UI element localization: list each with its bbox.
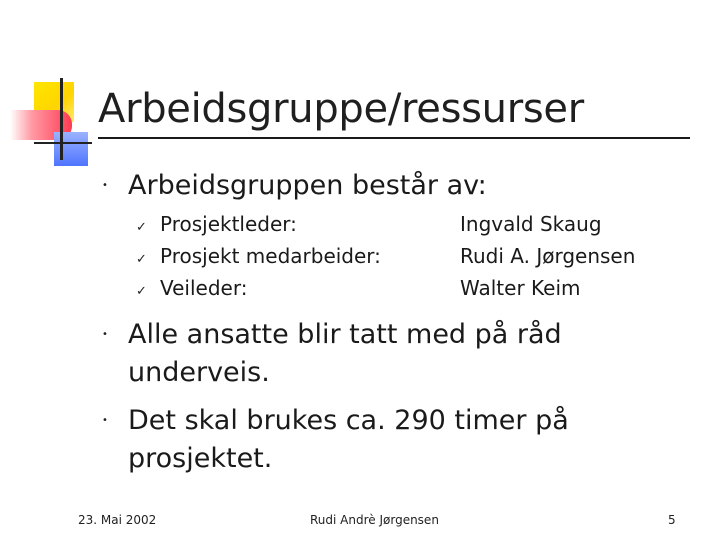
bullet-text-1: Arbeidsgruppen består av: xyxy=(128,170,487,201)
logo-horizontal-line xyxy=(34,142,92,144)
footer-date: 23. Mai 2002 xyxy=(78,513,157,527)
sub-item-value-1: Ingvald Skaug xyxy=(460,212,602,236)
sub-item-label-3: Veileder: xyxy=(160,276,248,300)
decorative-logo xyxy=(0,70,110,170)
bullet-text-2: Alle ansatte blir tatt med på råd underveis. xyxy=(128,319,562,388)
check-icon: ✓ xyxy=(136,284,147,299)
sub-item-label-2: Prosjekt medarbeider: xyxy=(160,244,381,268)
sub-item-value-3: Walter Keim xyxy=(460,276,581,300)
bullet-icon: • xyxy=(102,415,108,426)
bullet-icon: • xyxy=(102,329,108,340)
check-icon: ✓ xyxy=(136,252,147,267)
sub-item-value-2: Rudi A. Jørgensen xyxy=(460,244,636,268)
check-icon: ✓ xyxy=(136,220,147,235)
bullet-icon: • xyxy=(102,180,108,191)
slide-title: Arbeidsgruppe/ressurser xyxy=(98,86,584,132)
title-underline xyxy=(98,137,690,139)
bullet-text-3: Det skal brukes ca. 290 timer på prosjektet. xyxy=(128,405,569,474)
footer-author: Rudi Andrè Jørgensen xyxy=(310,513,439,527)
sub-item-label-1: Prosjektleder: xyxy=(160,212,297,236)
logo-vertical-line xyxy=(60,78,63,160)
footer-page-number: 5 xyxy=(668,513,676,527)
